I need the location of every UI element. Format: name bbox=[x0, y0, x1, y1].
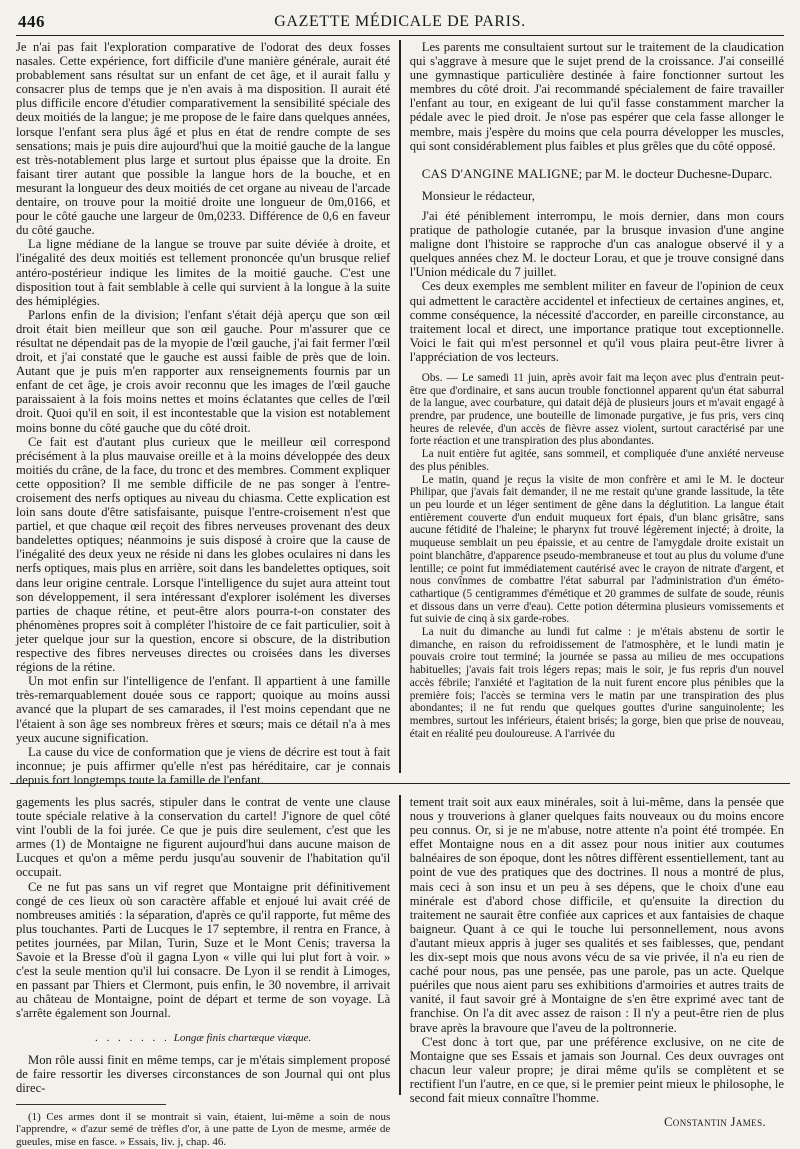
paragraph: Je n'ai pas fait l'exploration comparative de l'odorat des deux fosses nasales. Cette expérience, fort difficile d'une manière générale, aurait été probablement sans résultat sur un enfant de cet âge, et il aurait fallu y consacrer plus de temps que je n'en avais à ma disposition. Il aurait été plus difficile encore d'étudier comparativement la sensibilité spéciale des deux moitiés de la langue; je me propose de le faire dans quelques années, lorsque l'enfant sera plus âgé et plus en état de rendre compte de ses sensations; mais je puis dire aujourd'hui que la moitié gauche de la langue est très-notablement plus large et surtout plus épaisse que la droite. En faisant tirer autant que possible la langue hors de la bouche, et en mesurant la longueur des deux moitiés de cet organe au niveau de l'arcade dentaire, on trouve pour la moitié droite une longueur de 0m,0166, et pour le côté gauche une largeur de 0m,0233. Différence de 0,6 en faveur du côté gauche. bbox=[16, 40, 391, 238]
paragraph: Un mot enfin sur l'intelligence de l'enfant. Il appartient à une famille très-remarquablement douée sous ce rapport; quoique au moins aussi avancé que la plupart de ses camarades, il l'est moins cependant que ne l'étaient à son âge ses nombreux frères et sœurs; mais ce détail n'a à mes yeux aucune signification. bbox=[16, 674, 391, 745]
quotation-line bbox=[16, 1031, 390, 1045]
article-title: CAS D'ANGINE MALIGNE bbox=[421, 166, 579, 181]
paragraph: Ce ne fut pas sans un vif regret que Montaigne prit définitivement congé de ces lieux où son caractère affable et enjoué lui avait créé de nombreuses amitiés : la séparation, d'après ce qu'il rapporte, fut même des plus touchantes. Parti de Lucques le 17 septembre, il rentra en France, à petites journées, par Milan, Turin, Suze et le Mont Cenis; traversa la Savoie et la Bresse d'où il gagna Lyon « ville qui lui plut fort à voir. » c'est la seule mention qu'il lui consacre. De Lyon il se rendit à Limoges, en passant par Thiers et Clermont, puis enfin, le 30 novembre, il arrivait au château de Montaigne, point de départ et terme de son voyage. Là s'arrête également son Journal. bbox=[16, 879, 391, 1021]
lower-section bbox=[16, 795, 784, 1149]
paragraph: Ces deux exemples me semblent militer en faveur de l'opinion de ceux qui admettent le caractère accidentel et infectieux de certaines angines, et, comme conséquence, la nécessité d'accorder, en pareille circonstance, au traitement local et direct, une importance pratique tout exceptionnelle. Voici le fait qui m'est personnel et qu'il vous plaira peut-être livrer à l'appréciation de vos lecteurs. bbox=[409, 279, 784, 364]
article-heading bbox=[410, 167, 784, 181]
paragraph: Mon rôle aussi finit en même temps, car je m'étais simplement proposé de faire ressortir les diverses circonstances de son Journal qui ont plus direc- bbox=[16, 1052, 391, 1095]
observation-paragraph: La nuit entière fut agitée, sans sommeil, et compliquée d'une anxiété nerveuse des plus pénibles. bbox=[409, 448, 784, 473]
page-number: 446 bbox=[18, 12, 45, 31]
upper-left-column bbox=[16, 40, 399, 787]
paragraph: gagements les plus sacrés, stipuler dans le contrat de vente une clause toute spéciale relative à la conservation du cartel! J'ignore de quel côté vint l'oubli de la foi jurée. Ce que je puis dire seulement, c'est que les armes (1) de Montaigne ne figurent aujourd'hui dans aucune maison de Lucques et qu'on a même perdu jusqu'au souvenir de l'habitation qu'il occupait. bbox=[16, 795, 391, 880]
page-header bbox=[16, 6, 784, 36]
upper-right-column bbox=[401, 40, 784, 773]
observation-paragraph: La nuit du dimanche au lundi fut calme : je m'étais abstenu de sortir le dimanche, en raison du refroidissement de l'atmosphère, et le lundi matin je pouvais croire tout terminé; la journée se passa au milieu de mes occupations habituelles; j'avais fait trois légers repas; mais le soir, je fus repris d'un nouvel accès fébrile; l'anxiété et l'agitation de la nuit furent encore plus pénibles que la première fois; l'accès se termina vers le matin par une transpiration des plus abondantes; il ne fut rendu que quelques gouttes d'urine sanguinolente; les membres, surtout les inférieurs, étaient brisés; la gorge, bien que prise de nouveau, était en réalité peu douloureuse. A l'arrivée du bbox=[409, 626, 784, 740]
signature: Constantin James. bbox=[664, 1115, 766, 1130]
paragraph: La cause du vice de conformation que je viens de décrire est tout à fait inconnue; je puis affirmer qu'elle n'est pas héréditaire, car je connais depuis fort longtemps toute la famille de l'enfant. bbox=[16, 744, 391, 787]
paragraph: tement trait soit aux eaux minérales, soit à lui-même, dans la pensée que nous y trouverions à glaner quelques faits nouveaux ou du moins encore peu connus. Or, si je ne m'abuse, notre attente n'a point été trompée. En effet Montaigne nous en a dit assez pour nous initier aux coutumes balnéaires de son époque, dont les nôtres diffèrent essentiellement, tant au point de vue des pratiques que des doctrines. Il nous a montré de plus, mais ceci à son insu et un peu à ses dépens, que le choix d'une eau minérale est d'abord chose difficile, et qu'ensuite la direction du traitement ne saurait être confiée aux caprices et aux fantaisies de chaque baigneur. Quant à ce qui le touche lui personnellement, nous avons d'autant mieux appris à juger ses qualités et ses faiblesses, que, pendant les dix-sept mois que nous avons vécu de sa vie privée, il n'a eu rien de caché pour nous, pas une pensée, pas une parole, pas un acte. Quelque puériles que nous aient paru ses exhibitions d'armoiries et autres traits de vanité, il faut savoir gré à Montaigne de s'en être exprimé avec tant de franchise. On l'a dit avec assez de raison : Il n'y a peut-être rien de plus brave après la bravoure que l'aveu de la poltronnerie. bbox=[409, 795, 784, 1035]
salutation: Monsieur le rédacteur, bbox=[421, 188, 535, 203]
latin-quote: Longæ finis chartæque viæque. bbox=[173, 1031, 312, 1044]
footnote: (1) Ces armes dont il se montrait si vain, étaient, lui-même a soin de nous l'apprendre, « d'azur semé de trèfles d'or, à une patte de Lyon de mesme, armée de gueules, mise en fasce. » Essais, liv. j, chap. 46. bbox=[16, 1110, 391, 1149]
lower-right-column bbox=[401, 795, 784, 1130]
section-divider bbox=[10, 783, 790, 784]
article-author: ; par M. le docteur Duchesne-Duparc. bbox=[578, 166, 773, 181]
paragraph: La ligne médiane de la langue se trouve par suite déviée à droite, et l'inégalité des deux moitiés est tellement prononcée qu'un brusque relief antéro-postérieur indique les limites de la moitié gauche. C'est une disposition tout à fait semblable à celle qui survient à la longue à la suite des hémiplégies. bbox=[16, 237, 391, 308]
observation-paragraph: Obs. — Le samedi 11 juin, après avoir fait ma leçon avec plus d'entrain peut-être que d'ordinaire, et sans aucun trouble fonctionnel apparent qu'un état saburral de la langue, avec courbature, qui datait déjà de plusieurs jours et m'avait engagé à prendre, par prudence, une bouteille de limonade purgative, je fus pris, vers cinq heures de relevée, d'un accès de fièvre assez violent, surtout caractérisé par une forte réaction et une transpiration des plus abondantes. bbox=[409, 371, 784, 448]
ellipsis-dots: . . . . . . . bbox=[95, 1031, 170, 1044]
paragraph: C'est donc à tort que, par une préférence exclusive, on ne cite de Montaigne que ses Essais et jamais son Journal. Ces deux ouvrages ont chacun leur valeur propre; je dirai même qu'ils se complètent et se rectifient l'un l'autre, en ce que, si le premier peint mieux le philosophe, le second fait mieux connaître l'homme. bbox=[409, 1034, 784, 1105]
lower-left-column bbox=[16, 795, 399, 1149]
footnote-rule bbox=[16, 1104, 166, 1105]
journal-title: GAZETTE MÉDICALE DE PARIS. bbox=[274, 13, 526, 30]
observation-paragraph: Le matin, quand je reçus la visite de mon confrère et ami le M. le docteur Philipar, que j'avais fait demander, il ne me restait qu'une grande lassitude, la tête un peu lourde et un léger sentiment de gêne dans la déglutition. La langue était entièrement couverte d'un enduit muqueux fort épais, d'un blanc grisâtre, sans aucune fétidité de l'haleine; le pharynx fut trouvé légèrement injecté; à droite, la muqueuse semblait un peu épaissie, et au centre de l'amygdale droite existait un point blanchâtre, d'apparence pseudo-membraneuse et tout au plus du volume d'une lentille; ce point fut immédiatement cautérisé avec le crayon de nitrate d'argent, et nous convînmes de combattre l'état saburral par l'administration d'un éméto-cathartique (5 centigrammes d'émétique et 20 grammes de sulfate de soude, réunis et dissous dans un verre d'eau). Cette potion détermina plusieurs vomissements et fut suivie de cinq à six garde-robes. bbox=[409, 473, 784, 626]
paragraph: Parlons enfin de la division; l'enfant s'était déjà aperçu que son œil droit était bien meilleur que son œil gauche. Pour m'assurer que ce résultat ne dépendait pas de la myopie de l'œil gauche, j'ai fait fermer l'œil droit, et j'ai constaté que le gauche est aussi faible de près que de loin. Autant que je puis m'en rapporter aux renseignements fournis par un enfant de cet âge, je crois avoir reconnu que les images de l'œil gauche paraissaient à la fois moins nettes et moins éclatantes que celles de l'œil droit. Quoi qu'il en soit, il est incontestable que la vision est notablement moins bonne du côté gauche que du côté droit. bbox=[16, 307, 391, 435]
paragraph: J'ai été péniblement interrompu, le mois dernier, dans mon cours pratique de pathologie cutanée, par la brusque invasion d'une angine maligne dont l'histoire se rapproche d'un cas analogue observé il y a quelques années chez M. le docteur Lorau, et que je trouve consigné dans l'Union médicale du 7 juillet. bbox=[409, 208, 784, 280]
upper-section bbox=[16, 40, 784, 787]
observation-block bbox=[410, 372, 784, 740]
paragraph: Les parents me consultaient surtout sur le traitement de la claudication qui s'aggrave à mesure que le sujet prend de la croissance. J'ai conseillé une gymnastique particulière destinée à faire fonctionner surtout les membres du côté droit. J'ai recommandé spécialement de faire travailler l'enfant au tour, en exigeant de lui qu'il fasse constamment marcher la pédale avec le pied droit. Je n'ose pas espérer que cela fasse allonger le membre, mais j'espère du moins que cela pourra développer les muscles, qui sont considérablement plus faibles et plus grêles que du côté opposé. bbox=[409, 40, 784, 153]
paragraph: Ce fait est d'autant plus curieux que le meilleur œil correspond précisément à la plus mauvaise oreille et à la moins développée des deux moitiés du crâne, de la face, du tronc et des membres. Comment expliquer cette opposition? Il me semble difficile de ne pas songer à l'entre-croisement des nerfs optiques au niveau du chiasma. Cette explication est loin sans doute d'être satisfaisante, puisque l'entre-croisement n'est que partiel, et que chaque œil reçoit des fibres nerveuses provenant des deux bandelettes optiques; néanmoins je suis disposé à croire que la cause de l'inégalité des deux yeux ne réside ni dans les globes oculaires ni dans les nerfs optiques, mais plus en arrière, soit dans les bandelettes optiques, soit dans leur origine centrale. Lorsque l'intelligence du sujet aura atteint tout son développement, il sera intéressant d'explorer isolément les diverses parties de chaque rétine, et peut-être alors pourra-t-on constater des phénomènes propres soit à compléter l'histoire de ce fait particulier, soit à jeter quelque jour sur la question, encore si obscure, de la distribution respective des fibres nerveuses directes ou croisées dans les diverses régions de la rétine. bbox=[16, 434, 391, 675]
